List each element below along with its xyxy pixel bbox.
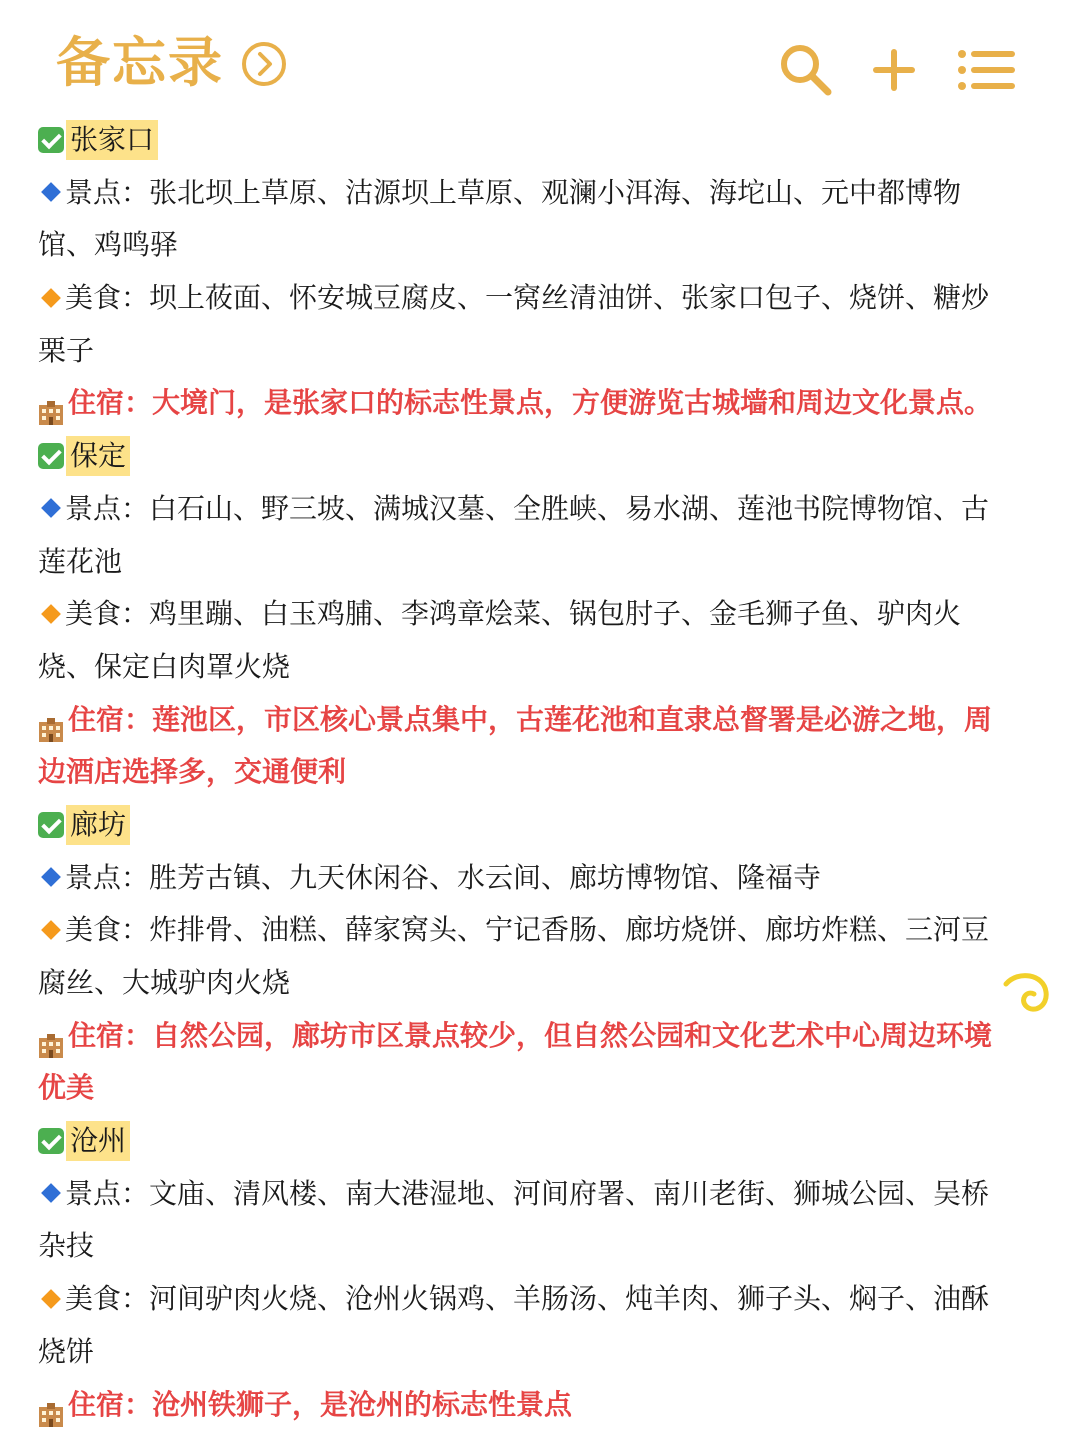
- city-label: 保定: [66, 436, 130, 476]
- note-line-sight: [38, 167, 1038, 220]
- note-line-cont: [38, 957, 1038, 1010]
- check-mark-icon: [38, 443, 64, 469]
- line-text: 景点：白石山、野三坡、满城汉墓、全胜峡、易水湖、莲池书院博物馆、古: [65, 491, 990, 525]
- line-text: 住宿：自然公园，廊坊市区景点较少，但自然公园和文化艺术中心周边环境: [68, 1018, 993, 1052]
- list-icon[interactable]: [954, 40, 1018, 100]
- note-line-food: [38, 904, 1038, 957]
- line-text: 馆、鸡鸣驿: [38, 228, 179, 262]
- line-text: 景点：文庙、清风楼、南大港湿地、河间府署、南川老街、狮城公园、吴桥: [65, 1176, 990, 1210]
- header: [0, 0, 1080, 120]
- city-label: 张家口: [66, 120, 158, 160]
- line-text: 住宿：莲池区，市区核心景点集中，古莲花池和直隶总督署是必游之地，周: [68, 702, 993, 736]
- blue-diamond-icon: [41, 498, 61, 518]
- note-line-stay: [38, 377, 1038, 430]
- line-text: 杂技: [38, 1229, 95, 1263]
- note-line-cont: [38, 641, 1038, 694]
- note-line-cont: [38, 1326, 1038, 1379]
- line-text: 景点：张北坝上草原、沽源坝上草原、观澜小洱海、海坨山、元中都博物: [65, 175, 962, 209]
- orange-diamond-icon: [41, 604, 61, 624]
- note-line-food: [38, 1273, 1038, 1326]
- plus-icon[interactable]: [864, 40, 924, 100]
- line-text: 烧饼: [38, 1334, 95, 1368]
- line-text: 腐丝、大城驴肉火烧: [38, 966, 291, 999]
- note-line-cont: [38, 1220, 1038, 1273]
- note-line-food: [38, 588, 1038, 641]
- note-line-cont: [38, 536, 1038, 589]
- section-header: [38, 1115, 1038, 1168]
- blue-diamond-icon: [41, 1183, 61, 1203]
- orange-diamond-icon: [41, 920, 61, 940]
- line-text: 美食：鸡里蹦、白玉鸡脯、李鸿章烩菜、锅包肘子、金毛狮子鱼、驴肉火: [65, 597, 962, 631]
- search-icon[interactable]: [776, 40, 836, 100]
- line-text: 优美: [38, 1071, 95, 1105]
- section-header: [38, 430, 1038, 483]
- check-mark-icon: [38, 127, 64, 153]
- note-line-cont-red: [38, 1062, 1038, 1115]
- note-line-sight: [38, 483, 1038, 536]
- section-header: [38, 799, 1038, 852]
- note-body[interactable]: [38, 114, 1038, 1431]
- page-title: 备忘录: [56, 31, 224, 94]
- chevron-right-circle-icon[interactable]: [240, 40, 288, 88]
- orange-diamond-icon: [41, 288, 61, 308]
- blue-diamond-icon: [41, 182, 61, 202]
- orange-diamond-icon: [41, 1289, 61, 1309]
- note-line-cont: [38, 325, 1038, 378]
- hotel-icon: [38, 1392, 64, 1416]
- line-text: 美食：坝上莜面、怀安城豆腐皮、一窝丝清油饼、张家口包子、烧饼、糖炒: [65, 281, 990, 315]
- city-label: 廊坊: [66, 805, 130, 845]
- note-line-stay: [38, 1379, 1038, 1432]
- line-text: 边酒店选择多，交通便利: [38, 755, 347, 789]
- line-text: 莲花池: [38, 544, 123, 578]
- line-text: 住宿：沧州铁狮子，是沧州的标志性景点: [68, 1387, 573, 1421]
- line-text: 栗子: [38, 333, 95, 367]
- line-text: 美食：炸排骨、油糕、薛家窝头、宁记香肠、廊坊烧饼、廊坊炸糕、三河豆: [65, 913, 990, 947]
- hotel-icon: [38, 1023, 64, 1047]
- city-label: 沧州: [66, 1121, 130, 1161]
- note-line-stay: [38, 694, 1038, 747]
- hotel-icon: [38, 390, 64, 414]
- line-text: 景点：胜芳古镇、九天休闲谷、水云间、廊坊博物馆、隆福寺: [65, 860, 822, 894]
- note-line-stay: [38, 1010, 1038, 1063]
- check-mark-icon: [38, 1128, 64, 1154]
- squiggle-decoration-icon: [1000, 966, 1060, 1026]
- hotel-icon: [38, 707, 64, 731]
- blue-diamond-icon: [41, 867, 61, 887]
- line-text: 烧、保定白肉罩火烧: [38, 649, 291, 683]
- note-line-sight: [38, 852, 1038, 905]
- note-line-sight: [38, 1168, 1038, 1221]
- note-line-cont-red: [38, 746, 1038, 799]
- note-line-food: [38, 272, 1038, 325]
- line-text: 住宿：大境门，是张家口的标志性景点，方便游览古城墙和周边文化景点。: [68, 386, 993, 420]
- check-mark-icon: [38, 812, 64, 838]
- note-line-cont: [38, 219, 1038, 272]
- section-header: [38, 114, 1038, 167]
- line-text: 美食：河间驴肉火烧、沧州火锅鸡、羊肠汤、炖羊肉、狮子头、焖子、油酥: [65, 1282, 990, 1316]
